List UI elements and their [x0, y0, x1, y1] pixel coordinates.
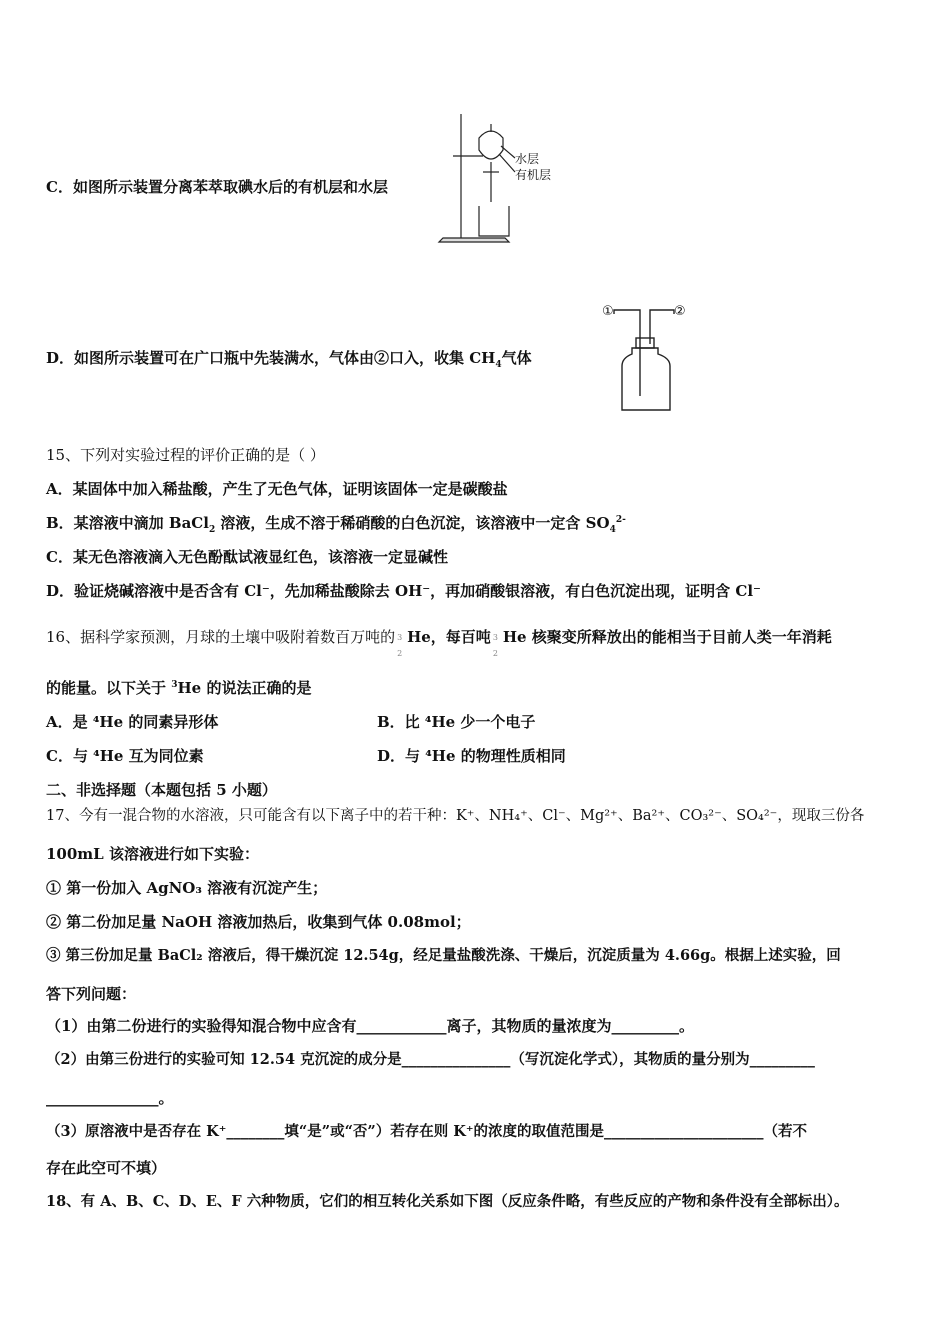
- water-layer-label: 水层: [515, 152, 540, 166]
- q15-option-a: A．某固体中加入稀盐酸，产生了无色气体，证明该固体一定是碳酸盐: [46, 480, 508, 498]
- q18-stem: 18、有 A、B、C、D、E、F 六种物质，它们的相互转化关系如下图（反应条件略，有些反应的产物和条件没有全部标出）。: [46, 1193, 849, 1210]
- option-c-text: C．如图所示装置分离苯萃取碘水后的有机层和水层: [46, 178, 388, 196]
- gas-bottle-figure: [580, 296, 700, 418]
- q17-part-2: （2）由第三份进行的实验可知 12.54 克沉淀的成分是_______________（写沉淀化学式），其物质的量分别为_________: [46, 1051, 815, 1068]
- q16-stem-line2: 的能量。以下关于 $^3$He 的说法正确的是: [46, 679, 312, 697]
- q17-step-3-cont: 答下列问题：: [46, 985, 137, 1003]
- option-d-text: D．如图所示装置可在广口瓶中先装满水，气体由②口入，收集 $CH_4$气体: [46, 349, 532, 370]
- q16-option-b: B．比 ⁴He 少一个电子: [377, 713, 536, 731]
- q17-step-2: ② 第二份加足量 NaOH 溶液加热后，收集到气体 0.08mol；: [46, 913, 471, 931]
- separatory-funnel-figure: [435, 110, 575, 245]
- q15-option-b: B．某溶液中滴加 BaCl$_2$ 溶液，生成不溶于稀硝酸的白色沉淀，该溶液中一定含 $SO_4^{2-}$: [46, 514, 626, 535]
- q17-part-3-cont: 存在此空可不填）: [46, 1159, 167, 1177]
- q17-stem-line2: 100mL 该溶液进行如下实验：: [46, 845, 259, 863]
- q15-option-d: D．验证烧碱溶液中是否含有 Cl⁻，先加稀盐酸除去 OH⁻，再加硝酸银溶液，有白色沉淀出现，证明含 Cl⁻: [46, 582, 761, 600]
- q17-step-1: ① 第一份加入 AgNO₃ 溶液有沉淀产生；: [46, 879, 328, 897]
- q16-option-d: D．与 ⁴He 的物理性质相同: [377, 747, 566, 765]
- q15-stem: 15、下列对实验过程的评价正确的是（ ）: [46, 446, 325, 464]
- separatory-funnel-drawing: [435, 110, 575, 245]
- section-2-heading: 二、非选择题（本题包括 5 小题）: [46, 781, 277, 799]
- q17-part-3: （3）原溶液中是否存在 K⁺________填“是”或“否”）若存在则 K⁺的浓度的取值范围是______________________（若不: [46, 1123, 808, 1140]
- organic-layer-label: 有机层: [515, 168, 552, 182]
- q17-stem: 17、今有一混合物的水溶液，只可能含有以下离子中的若干种：K⁺、NH₄⁺、Cl⁻、Mg²⁺、Ba²⁺、CO₃²⁻、SO₄²⁻，现取三份各: [46, 808, 865, 824]
- port-1-label: ①: [602, 304, 614, 319]
- q17-part-1: （1）由第二份进行的实验得知混合物中应含有____________离子，其物质的量浓度为_________。: [46, 1017, 694, 1035]
- q15-option-c: C．某无色溶液滴入无色酚酞试液显红色，该溶液一定显碱性: [46, 548, 448, 566]
- q17-step-3: ③ 第三份加足量 BaCl₂ 溶液后，得干燥沉淀 12.54g，经足量盐酸洗涤、干燥后，沉淀质量为 4.66g。根据上述实验，回: [46, 947, 841, 964]
- q16-stem: 16、据科学家预测，月球的土壤中吸附着数百万吨的 3 2 He，每百吨 3 2 He 核聚变所释放出的能相当于目前人类一年消耗: [46, 628, 832, 658]
- port-2-label: ②: [674, 304, 686, 319]
- q16-option-c: C．与 ⁴He 互为同位素: [46, 747, 204, 765]
- q17-part-2-cont: _______________。: [46, 1089, 174, 1107]
- q16-option-a: A．是 ⁴He 的同素异形体: [46, 713, 219, 731]
